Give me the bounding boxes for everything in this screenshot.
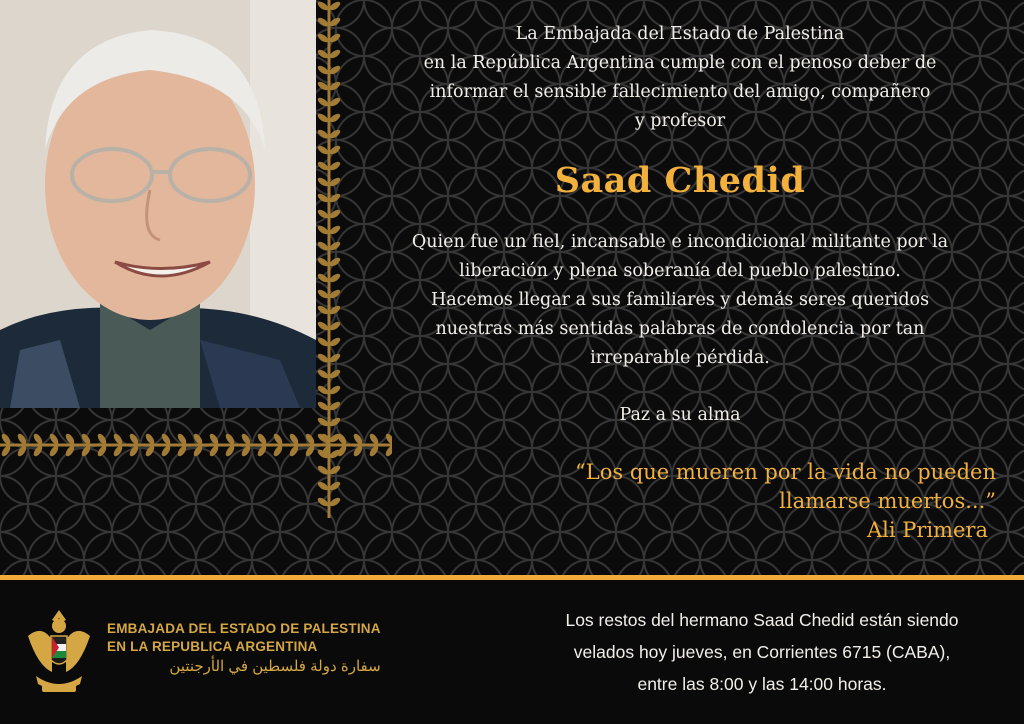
intro-text xyxy=(340,20,1020,136)
intro-line: informar el sensible fallecimiento del amigo, compañero xyxy=(429,82,931,102)
wake-notice xyxy=(500,604,1024,700)
intro-line: y profesor xyxy=(634,111,726,131)
tribute-text xyxy=(340,228,1020,373)
deceased-name: Saad Chedid xyxy=(554,160,806,201)
embassy-arabic-name: سفارة دولة فلسطين في الأرجنتين xyxy=(169,658,381,675)
quote-line: llamarse muertos...” xyxy=(779,489,996,513)
tribute-line: nuestras más sentidas palabras de condolencia por tan xyxy=(435,319,925,339)
intro-line: La Embajada del Estado de Palestina xyxy=(515,24,845,44)
palestine-eagle-seal-icon xyxy=(22,606,96,698)
closing-text: Paz a su alma xyxy=(619,405,741,425)
tribute-line: irreparable pérdida. xyxy=(590,348,770,368)
tribute-line: liberación y plena soberanía del pueblo palestino. xyxy=(459,261,901,281)
gold-vine-horizontal xyxy=(0,430,392,460)
tribute-line: Hacemos llegar a sus familiares y demás seres queridos xyxy=(430,290,930,310)
notice-line: entre las 8:00 y las 14:00 horas. xyxy=(637,674,887,694)
notice-line: Los restos del hermano Saad Chedid están siendo xyxy=(565,610,959,630)
notice-line: velados hoy jueves, en Corrientes 6715 (CABA), xyxy=(573,642,951,662)
tribute-line: Quien fue un fiel, incansable e incondicional militante por la xyxy=(411,232,949,252)
embassy-line: EMBAJADA DEL ESTADO DE PALESTINA xyxy=(107,621,381,636)
portrait-photo xyxy=(0,0,316,408)
quote-line: “Los que mueren por la vida no pueden xyxy=(575,460,996,484)
quote-block xyxy=(476,458,996,545)
embassy-name xyxy=(107,620,381,676)
intro-line: en la República Argentina cumple con el penoso deber de xyxy=(423,53,937,73)
quote-author: Ali Primera xyxy=(866,518,988,542)
embassy-line: EN LA REPUBLICA ARGENTINA xyxy=(107,639,318,654)
